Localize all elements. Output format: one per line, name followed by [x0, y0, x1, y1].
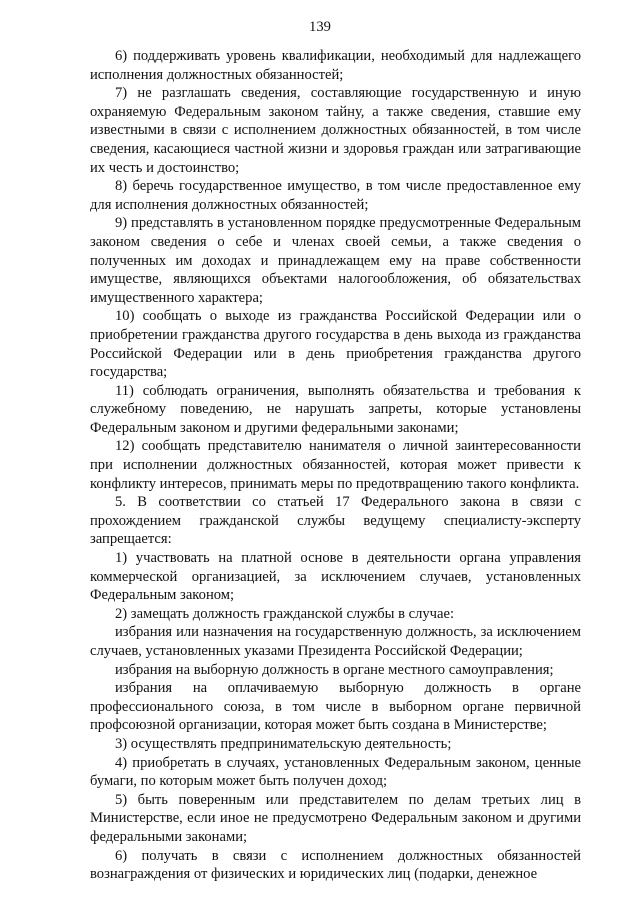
paragraph: 9) представлять в установленном порядке предусмотренные Федеральным законом сведения о себе и членах своей семьи, а также сведения о полученных им доходах и принадлежащем ему на праве собственности имуществе, являющихся объектами налогообложения, об обязательствах имущественного характера; — [90, 215, 581, 306]
paragraph: 11) соблюдать ограничения, выполнять обязательства и требования к служебному поведению, не нарушать запреты, которые установлены Федеральным законом и другими федеральными законами; — [90, 382, 581, 436]
paragraph: 7) не разглашать сведения, составляющие государственную и иную охраняемую Федеральным законом тайну, а также сведения, ставшие ему известными в связи с исполнением должностных обязанностей, в том числе сведения, касающиеся частной жизни и здоровья граждан или затрагивающие их честь и достоинство; — [90, 85, 581, 176]
paragraph: 5. В соответствии со статьей 17 Федерального закона в связи с прохождением гражданской службы ведущему специалисту-эксперту запрещается: — [90, 494, 581, 548]
paragraph: 6) поддерживать уровень квалификации, необходимый для надлежащего исполнения должностных обязанностей; — [90, 48, 581, 83]
page-number: 139 — [309, 19, 331, 35]
body-text — [90, 47, 581, 884]
paragraph: 4) приобретать в случаях, установленных Федеральным законом, ценные бумаги, по которым может быть получен доход; — [90, 754, 581, 790]
paragraph: 6) получать в связи с исполнением должностных обязанностей вознаграждения от физических и юридических лиц (подарки, денежное — [90, 847, 581, 883]
paragraph: избрания на оплачиваемую выборную должность в органе профессионального союза, в том числе в выборном органе первичной профсоюзной организации, которая может быть создана в Министерстве; — [90, 680, 581, 734]
paragraph: 5) быть поверенным или представителем по делам третьих лиц в Министерстве, если иное не предусмотрено Федеральным законом и другими федеральными законами; — [90, 791, 581, 845]
paragraph: 2) замещать должность гражданской службы в случае: — [115, 605, 455, 622]
paragraph: 12) сообщать представителю нанимателя о личной заинтересованности при исполнении должностных обязанностей, которая может привести к конфликту интересов, принимать меры по предотвращению такого конфликта. — [90, 438, 581, 492]
paragraph: избрания на выборную должность в органе местного самоуправления; — [115, 661, 554, 678]
paragraph: 10) сообщать о выходе из гражданства Российской Федерации или о приобретении гражданства другого государства в день выхода из гражданства Российской Федерации или в день приобретения гражданства другого государства; — [90, 308, 581, 381]
paragraph: 1) участвовать на платной основе в деятельности органа управления коммерческой организацией, за исключением случаев, установленных Федеральным законом; — [90, 550, 581, 604]
paragraph: 3) осуществлять предпринимательскую деятельность; — [115, 735, 452, 752]
paragraph: 8) беречь государственное имущество, в том числе предоставленное ему для исполнения должностных обязанностей; — [90, 178, 581, 213]
paragraph: избрания или назначения на государственную должность, за исключением случаев, установленных указами Президента Российской Федерации; — [90, 624, 581, 659]
